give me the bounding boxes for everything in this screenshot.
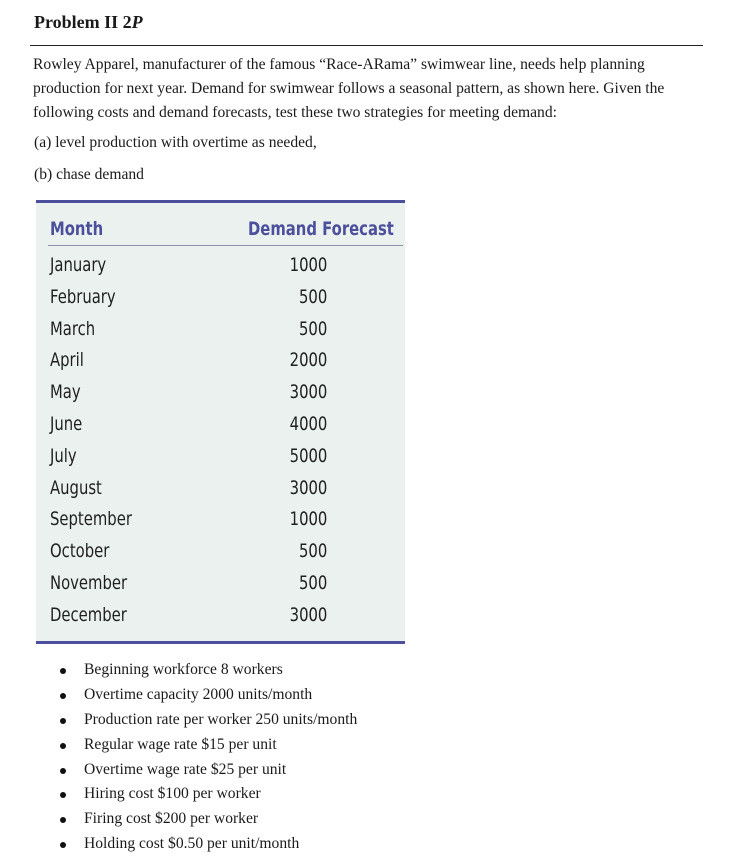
month-cell: September	[50, 508, 132, 531]
table-header	[36, 203, 405, 247]
bullet-icon	[60, 743, 66, 749]
table-row	[36, 537, 405, 569]
month-cell: April	[50, 349, 84, 372]
table-row	[36, 251, 405, 283]
list-item-text: Holding cost $0.50 per unit/month	[84, 835, 300, 853]
month-cell: December	[50, 603, 127, 626]
month-cell: August	[50, 476, 102, 499]
bullet-icon	[60, 668, 66, 674]
problem-title-letter: P	[131, 12, 143, 32]
bullet-icon	[60, 693, 66, 699]
list-item	[58, 658, 357, 683]
table-row	[36, 283, 405, 315]
bullet-icon	[60, 817, 66, 823]
month-cell: November	[50, 571, 128, 594]
list-item-text: Regular wage rate $15 per unit	[84, 735, 277, 753]
strategy-a: (a) level production with overtime as needed,	[34, 134, 317, 151]
demand-cell: 5000	[289, 444, 327, 467]
list-item	[58, 832, 357, 857]
strategy-b: (b) chase demand	[34, 166, 144, 183]
list-item-text: Production rate per worker 250 units/month	[84, 710, 358, 728]
table-row	[36, 410, 405, 442]
problem-title	[34, 12, 143, 33]
bullet-icon	[60, 718, 66, 724]
table-row	[36, 346, 405, 378]
month-cell: March	[50, 317, 96, 340]
list-item-text: Beginning workforce 8 workers	[84, 661, 283, 678]
demand-cell: 3000	[289, 476, 327, 499]
assumptions-list	[58, 658, 357, 857]
demand-cell: 500	[298, 285, 327, 308]
list-item-text: Overtime capacity 2000 units/month	[84, 685, 313, 703]
table-row	[36, 569, 405, 601]
list-item	[58, 782, 357, 807]
demand-forecast-table	[36, 200, 405, 644]
month-cell: October	[50, 540, 110, 563]
table-row	[36, 378, 405, 410]
header-divider	[48, 245, 403, 246]
demand-cell: 500	[298, 571, 327, 594]
list-item	[58, 733, 357, 758]
table-row	[36, 505, 405, 537]
list-item	[58, 807, 357, 832]
demand-cell: 4000	[289, 412, 327, 435]
list-item	[58, 708, 357, 733]
month-cell: January	[50, 254, 107, 276]
list-item-text: Hiring cost $100 per worker	[84, 785, 261, 803]
table-row	[36, 442, 405, 474]
bullet-icon	[60, 792, 66, 798]
list-item	[58, 758, 357, 783]
table-body	[36, 251, 405, 633]
month-cell: June	[50, 412, 83, 435]
demand-cell: 500	[298, 540, 327, 563]
demand-cell: 500	[298, 317, 327, 340]
table-row	[36, 315, 405, 347]
list-item	[58, 683, 357, 708]
demand-cell: 1000	[289, 254, 327, 276]
month-cell: May	[50, 381, 81, 404]
month-cell: February	[50, 285, 116, 308]
bullet-icon	[60, 768, 66, 774]
month-cell: July	[50, 444, 77, 467]
bullet-icon	[60, 842, 66, 848]
demand-cell: 1000	[289, 508, 327, 531]
problem-title-text: Problem II 2	[34, 12, 132, 32]
title-divider	[30, 45, 703, 46]
header-demand-forecast: Demand Forecast	[248, 218, 394, 240]
list-item-text: Overtime wage rate $25 per unit	[84, 760, 287, 778]
list-item-text: Firing cost $200 per worker	[84, 810, 259, 828]
table-row	[36, 601, 405, 633]
demand-cell: 2000	[289, 349, 327, 372]
demand-cell: 3000	[289, 603, 327, 626]
problem-intro: Rowley Apparel, manufacturer of the famous “Race-ARama” swimwear line, needs help planning production for next year. Demand for swimwear follows a seasonal pattern, as shown here. Given the following costs and demand forecasts, test these two strategies for meeting demand:	[33, 56, 665, 121]
table-row	[36, 474, 405, 506]
demand-cell: 3000	[289, 381, 327, 404]
header-month: Month	[50, 218, 104, 240]
